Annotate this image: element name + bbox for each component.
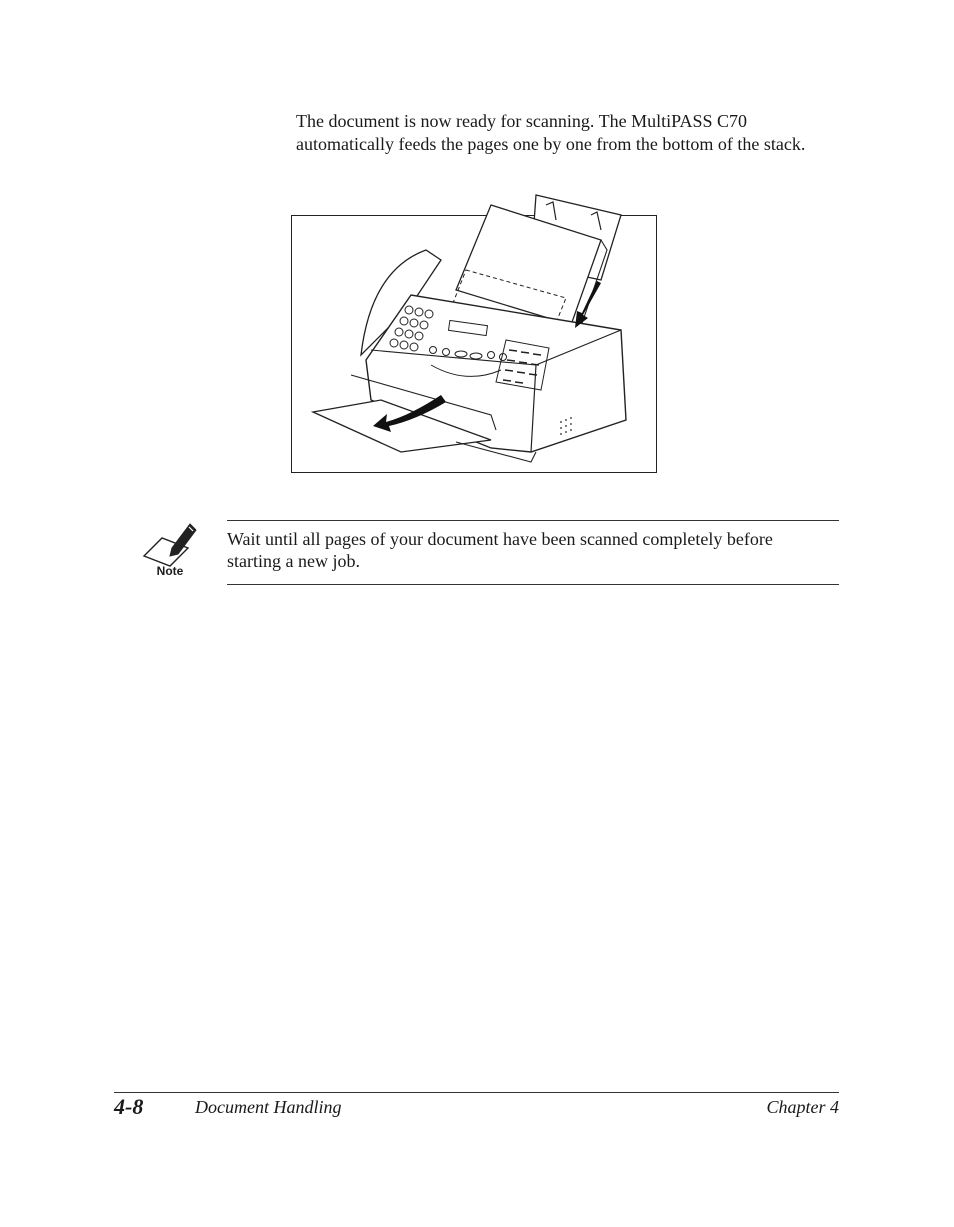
- note-label: Note: [156, 564, 184, 578]
- footer-rule: [114, 1092, 839, 1093]
- note-text: Wait until all pages of your document have been scanned completely before starting a new job.: [227, 529, 773, 571]
- fax-machine-illustration: [291, 190, 671, 480]
- pencil-note-icon: [140, 522, 200, 582]
- section-title: Document Handling: [195, 1097, 342, 1117]
- note-bottom-rule: [227, 584, 839, 585]
- intro-paragraph: The document is now ready for scanning. The MultiPASS C70 automatically feeds the pages one by one from the bottom of the stack.: [296, 111, 806, 154]
- chapter-label: Chapter 4: [766, 1097, 839, 1117]
- page-number: 4-8: [114, 1094, 144, 1119]
- note-top-rule: [227, 520, 839, 521]
